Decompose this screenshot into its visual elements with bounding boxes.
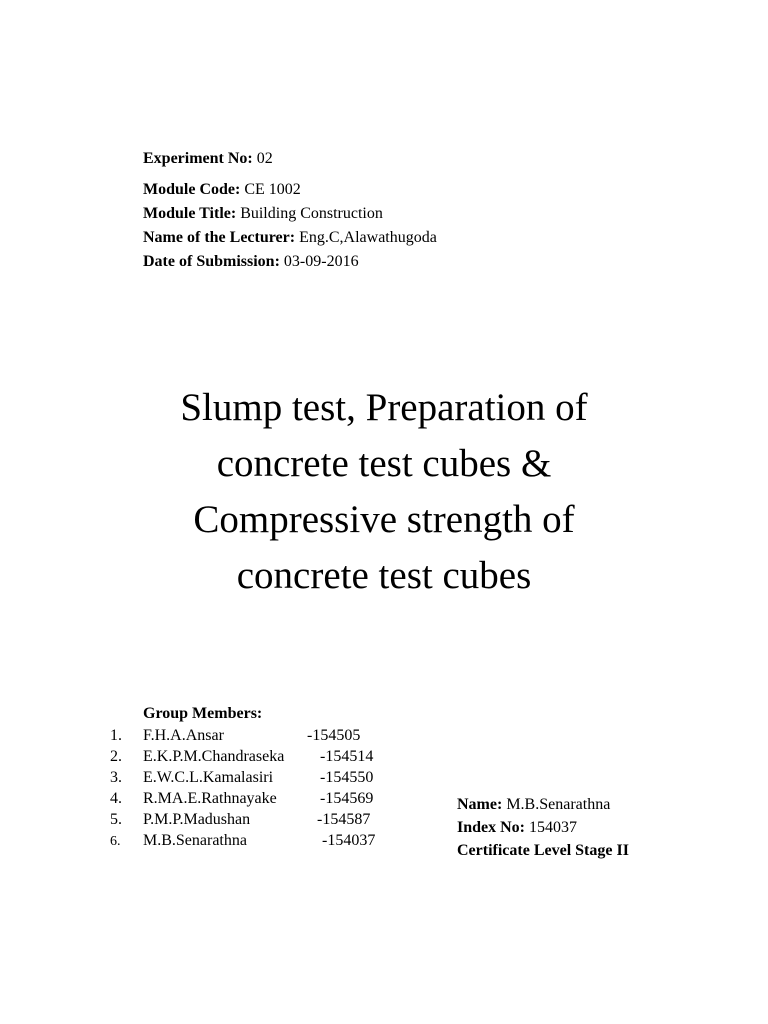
member-row — [110, 788, 374, 809]
member-id: -154037 — [322, 832, 376, 849]
member-id: -154550 — [320, 769, 374, 786]
lecturer-line — [143, 226, 437, 250]
module-title-line — [143, 202, 437, 226]
member-name: R.MA.E.Rathnayake — [143, 790, 277, 807]
member-number: 6. — [110, 834, 121, 849]
experiment-info — [143, 147, 437, 274]
group-members — [110, 702, 376, 851]
module-code-line — [143, 178, 437, 202]
member-name: M.B.Senarathna — [143, 832, 247, 849]
module-code-value: CE 1002 — [244, 181, 301, 198]
member-id: -154514 — [320, 748, 374, 765]
member-number: 3. — [110, 769, 122, 786]
submission-date-value: 03-09-2016 — [283, 253, 359, 270]
member-number: 4. — [110, 790, 122, 807]
report-title-line: Slump test, Preparation of — [180, 386, 588, 429]
student-details — [457, 793, 629, 862]
submission-date-label: Date of Submission: — [143, 253, 280, 270]
student-name-value: M.B.Senarathna — [506, 796, 611, 813]
member-number: 1. — [110, 727, 122, 744]
index-number-line — [457, 816, 629, 839]
member-number: 5. — [110, 811, 122, 828]
index-number-label: Index No: — [457, 819, 526, 836]
student-name-label: Name: — [457, 796, 503, 813]
member-id: -154587 — [317, 811, 371, 828]
experiment-number-value: 02 — [256, 150, 273, 167]
member-id: -154569 — [320, 790, 374, 807]
member-number: 2. — [110, 748, 122, 765]
member-row — [110, 830, 376, 851]
experiment-number-line — [143, 147, 437, 171]
lecturer-value: Eng.C,Alawathugoda — [299, 229, 437, 246]
module-code-label: Module Code: — [143, 181, 241, 198]
certificate-level: Certificate Level Stage II — [457, 842, 629, 859]
member-row — [110, 746, 374, 767]
report-title-line: concrete test cubes & — [216, 442, 552, 485]
submission-date-line — [143, 250, 437, 274]
index-number-value: 154037 — [529, 819, 578, 836]
group-members-heading: Group Members: — [143, 705, 263, 722]
report-title-line: Compressive strength of — [193, 498, 575, 541]
report-title-line: concrete test cubes — [236, 554, 532, 597]
member-row — [110, 725, 361, 746]
student-name-line — [457, 793, 629, 816]
module-title-label: Module Title: — [143, 205, 237, 222]
member-name: E.K.P.M.Chandraseka — [143, 748, 285, 765]
member-name: E.W.C.L.Kamalasiri — [143, 769, 274, 786]
report-title — [0, 380, 768, 604]
member-row — [110, 767, 374, 788]
member-name: P.M.P.Madushan — [143, 811, 251, 828]
member-row — [110, 809, 371, 830]
lecturer-label: Name of the Lecturer: — [143, 229, 296, 246]
member-name: F.H.A.Ansar — [143, 727, 224, 744]
module-title-value: Building Construction — [240, 205, 383, 222]
member-id: -154505 — [307, 727, 361, 744]
experiment-number-label: Experiment No: — [143, 150, 253, 167]
